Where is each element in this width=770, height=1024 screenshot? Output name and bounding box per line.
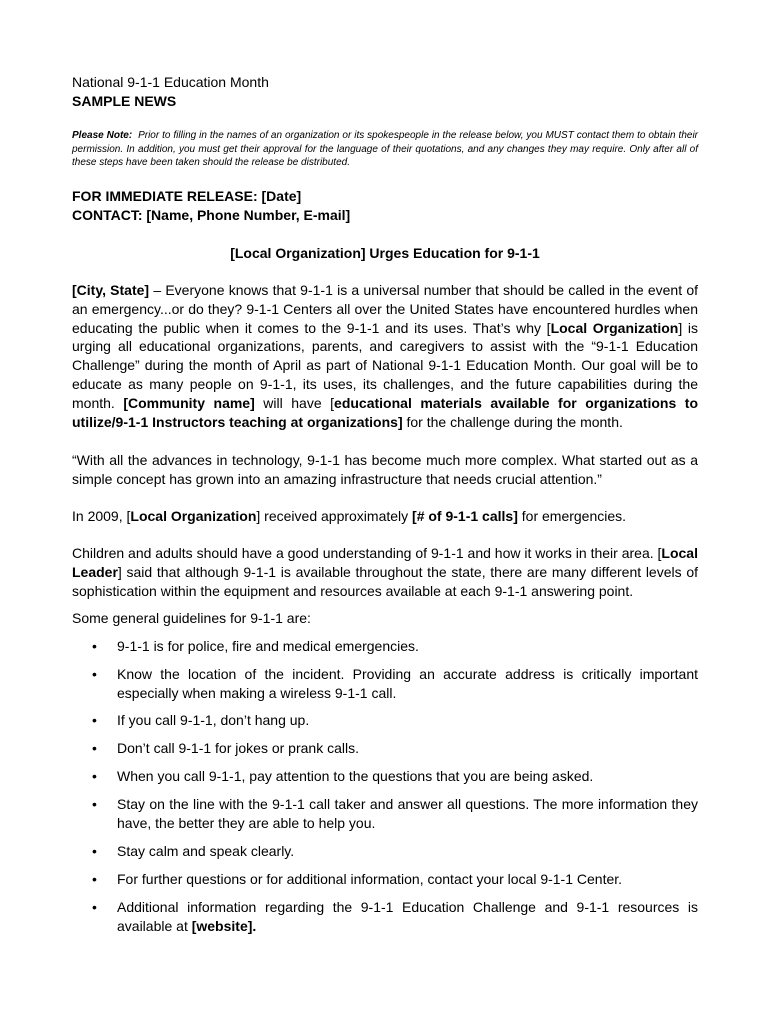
calls-text-2: ] received approximately <box>256 508 413 524</box>
city-state: [City, State] <box>72 282 150 298</box>
please-note <box>72 129 698 170</box>
local-leader: Local Leader <box>72 545 698 580</box>
website-placeholder: [website]. <box>191 917 257 934</box>
educational-materials: educational materials available for organizations to utilize/9-1-1 Instructors teaching at organizations] <box>72 394 698 430</box>
paragraph-understanding <box>72 544 698 600</box>
list-item: 9-1-1 is for police, fire and medical emergencies. <box>117 638 419 654</box>
paragraph-calls <box>72 507 698 526</box>
bullet-icon: • <box>92 843 97 859</box>
local-organization: Local Organization <box>550 319 679 336</box>
bullet-icon: • <box>92 871 97 887</box>
list-item <box>117 898 698 936</box>
contact-line: CONTACT: [Name, Phone Number, E-mail] <box>72 207 351 223</box>
release-date-line: FOR IMMEDIATE RELEASE: [Date] <box>72 188 302 204</box>
list-item: Know the location of the incident. Providing an accurate address is critically important especially when making a wireless 9-1-1 call. <box>117 666 698 701</box>
list-item: For further questions or for additional information, contact your local 9-1-1 Center. <box>117 871 623 887</box>
please-note-text: Prior to filling in the names of an organization or its spokespeople in the release below, you MUST contact them to obtain their permission. In addition, you must get their approval for the language of their quotations, and any changes they may require. Only after all of these steps have been taken should the release be distributed. <box>72 130 699 168</box>
bullet-icon: • <box>92 899 97 915</box>
understanding-text-1: Children and adults should have a good understanding of 9-1-1 and how it works in their area. [ <box>72 545 662 561</box>
calls-text-1: In 2009, [ <box>72 508 131 524</box>
bullet-icon: • <box>92 712 97 728</box>
intro-text-1: – Everyone knows that 9-1-1 is a universal number that should be called in the event of an emergency...or do they? 9-1-1 Centers all over the United States have encountered hurdles when educating the public when it comes to the 9-1-1 and its uses. That’s why [ <box>72 282 698 336</box>
bullet-icon: • <box>92 638 97 654</box>
headline: [Local Organization] Urges Education for 9-1-1 <box>230 245 540 261</box>
list-item: Stay calm and speak clearly. <box>117 843 295 859</box>
local-organization-2: Local Organization <box>130 508 257 524</box>
calls-text-3: for emergencies. <box>517 508 627 524</box>
event-title: National 9-1-1 Education Month <box>72 74 269 90</box>
list-item: If you call 9-1-1, don’t hang up. <box>117 712 310 728</box>
bullet-icon: • <box>92 768 97 784</box>
list-item: Stay on the line with the 9-1-1 call taker and answer all questions. The more information they have, the better they are able to help you. <box>117 796 698 831</box>
intro-text-4: for the challenge during the month. <box>402 413 623 430</box>
guidelines-intro: Some general guidelines for 9-1-1 are: <box>72 610 311 626</box>
bullet-icon: • <box>92 666 97 682</box>
please-note-label: Please Note: <box>72 130 133 141</box>
calls-count: [# of 9-1-1 calls] <box>412 508 518 524</box>
community-name: [Community name] <box>123 394 255 411</box>
list-item-text: Additional information regarding the 9-1-1 Education Challenge and 9-1-1 resources is available at <box>117 899 698 934</box>
bullet-icon: • <box>92 740 97 756</box>
document-label: SAMPLE NEWS <box>72 93 177 109</box>
intro-text-3: will have [ <box>254 394 335 411</box>
list-item: When you call 9-1-1, pay attention to the questions that you are being asked. <box>117 768 594 784</box>
paragraph-intro <box>72 281 698 431</box>
list-item: Don’t call 9-1-1 for jokes or prank calls. <box>117 740 359 756</box>
paragraph-quote: “With all the advances in technology, 9-1-1 has become much more complex. What started out as a simple concept has grown into an amazing infrastructure that needs crucial attention.” <box>72 452 698 487</box>
intro-text-2: ] is urging all educational organizations, parents, and caregivers to assist with the “9-1-1 Education Challenge” during the month of April as part of National 9-1-1 Education Month. Our goal will be to educate as many people on 9-1-1, its uses, its challenges, and the future capabilities during the month. <box>72 319 699 411</box>
bullet-icon: • <box>92 796 97 812</box>
understanding-text-2: ] said that although 9-1-1 is available throughout the state, there are many different levels of sophistication within the equipment and resources available at each 9-1-1 answering point. <box>72 563 698 599</box>
